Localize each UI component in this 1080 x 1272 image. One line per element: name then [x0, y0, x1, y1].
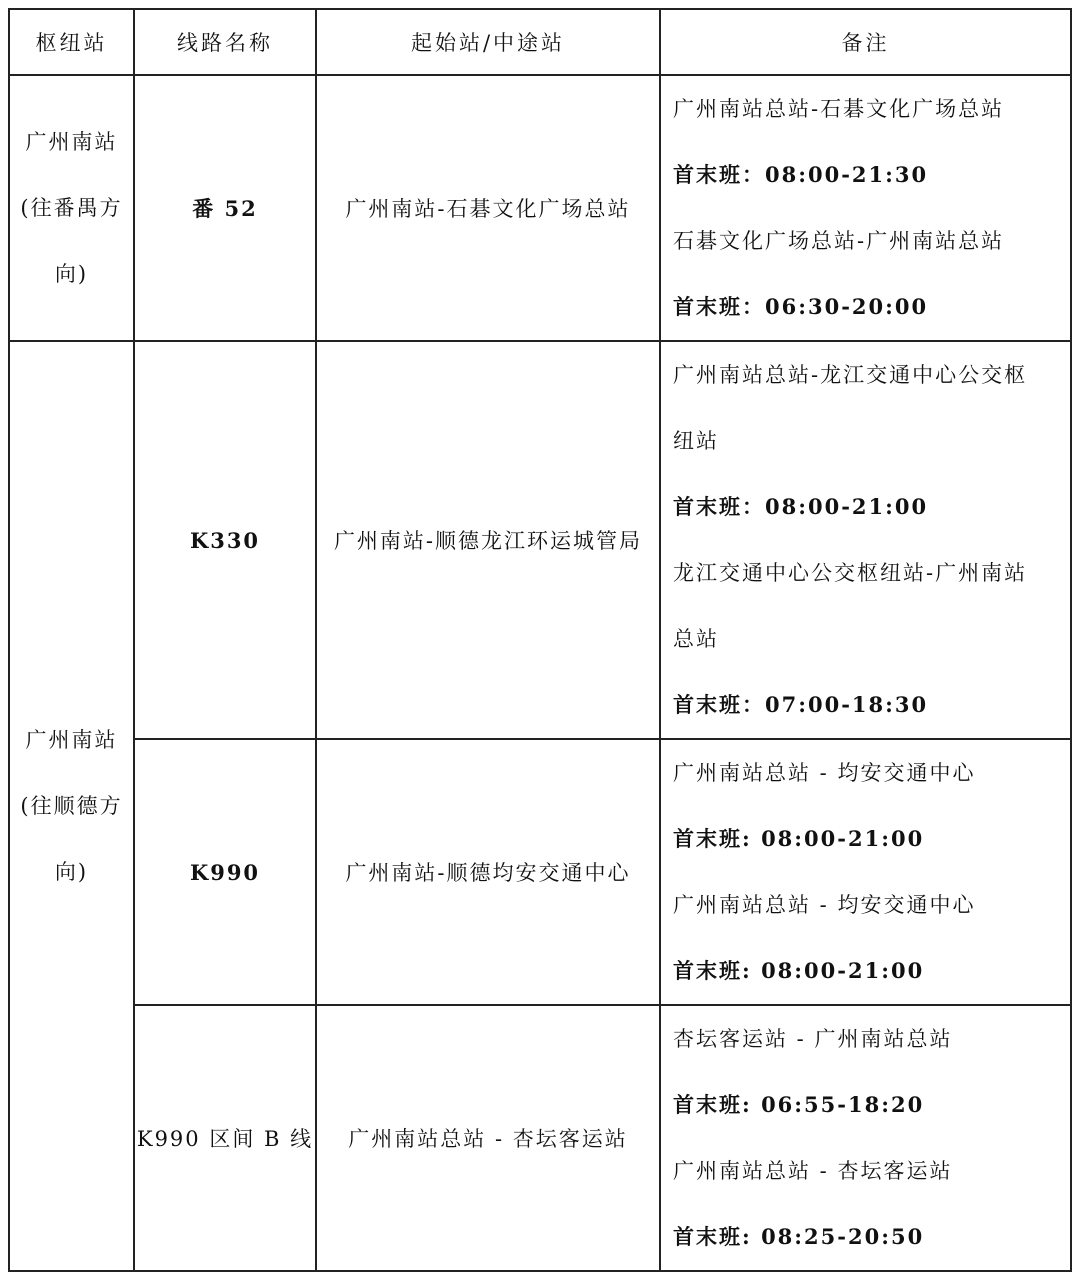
note-line: 杏坛客运站 - 广州南站总站 [673, 1027, 953, 1051]
header-route: 线路名称 [134, 9, 316, 75]
schedule-line: 首末班: 08:25-20:50 [673, 1224, 925, 1249]
note-line: 总站 [673, 627, 719, 651]
note-line: 龙江交通中心公交枢纽站-广州南站 [673, 561, 1028, 585]
schedule-line: 首末班: 06:55-18:20 [673, 1092, 925, 1117]
schedule-line: 首末班：07:00-18:30 [673, 692, 929, 717]
note-line: 纽站 [673, 429, 719, 453]
schedule-line: 首末班：08:00-21:00 [673, 494, 929, 519]
note-line: 广州南站总站 - 均安交通中心 [673, 761, 976, 785]
schedule-line: 首末班：08:00-21:30 [673, 162, 929, 187]
hub-line: 广州南站 [25, 130, 118, 154]
note-cell [660, 739, 1071, 1005]
note-line: 广州南站总站-石碁文化广场总站 [673, 97, 1005, 121]
hub-line: 广州南站 [25, 728, 118, 752]
route-name: K990 区间 B 线 [134, 1005, 316, 1271]
note-cell [660, 75, 1071, 341]
table-row [9, 75, 1071, 341]
schedule-line: 首末班: 08:00-21:00 [673, 958, 925, 983]
note-line: 广州南站总站 - 均安交通中心 [673, 893, 976, 917]
table-row [9, 739, 1071, 1005]
note-cell [660, 1005, 1071, 1271]
hub-line: (往番禺方 [20, 196, 123, 220]
table-row [9, 341, 1071, 739]
route-name: 番 52 [134, 75, 316, 341]
note-line: 广州南站总站 - 杏坛客运站 [673, 1159, 953, 1183]
hub-cell [9, 75, 134, 341]
schedule-line: 首末班: 08:00-21:00 [673, 826, 925, 851]
schedule-line: 首末班：06:30-20:00 [673, 294, 929, 319]
header-hub: 枢纽站 [9, 9, 134, 75]
header-row [9, 9, 1071, 75]
route-stops: 广州南站-顺德龙江环运城管局 [316, 341, 660, 739]
hub-cell [9, 341, 134, 1271]
header-stops: 起始站/中途站 [316, 9, 660, 75]
header-note: 备注 [660, 9, 1071, 75]
route-stops: 广州南站总站 - 杏坛客运站 [316, 1005, 660, 1271]
note-line: 石碁文化广场总站-广州南站总站 [673, 229, 1005, 253]
route-name: K990 [134, 739, 316, 1005]
hub-line: 向) [54, 262, 89, 286]
note-line: 广州南站总站-龙江交通中心公交枢 [673, 363, 1028, 387]
note-cell [660, 341, 1071, 739]
table-row [9, 1005, 1071, 1271]
hub-line: 向) [54, 860, 89, 884]
route-stops: 广州南站-顺德均安交通中心 [316, 739, 660, 1005]
bus-schedule-table [8, 8, 1072, 1272]
route-name: K330 [134, 341, 316, 739]
route-stops: 广州南站-石碁文化广场总站 [316, 75, 660, 341]
hub-line: (往顺德方 [20, 794, 123, 818]
